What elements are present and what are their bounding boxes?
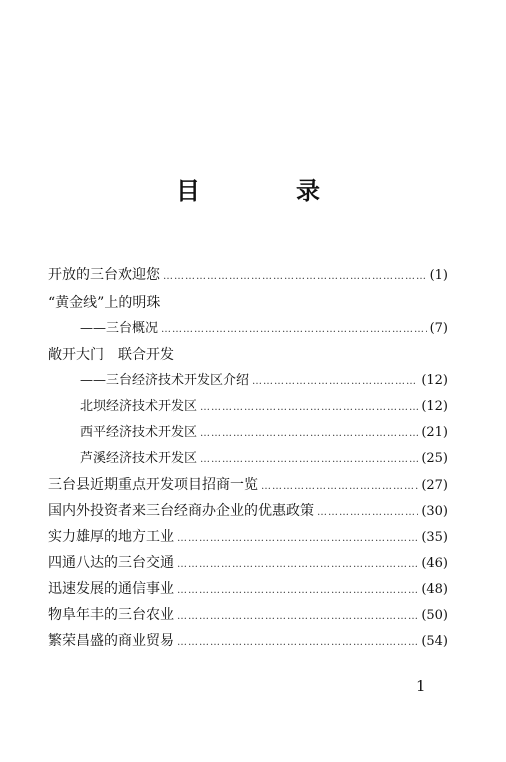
dot-leader bbox=[200, 397, 418, 419]
toc-entry-label: 北坝经济技术开发区 bbox=[80, 399, 198, 414]
dot-leader bbox=[177, 528, 418, 550]
toc-entry-label: 芦溪经济技术开发区 bbox=[80, 451, 198, 466]
title-char-1: 目 bbox=[176, 177, 200, 205]
toc-entry-label: 敞开大门 联合开发 bbox=[48, 347, 174, 363]
page-number: 1 bbox=[416, 677, 426, 695]
toc-entry-page: (12) bbox=[421, 399, 448, 414]
toc-entry[interactable] bbox=[80, 448, 448, 470]
toc-entry[interactable] bbox=[48, 264, 448, 286]
toc-entry-label: 三台县近期重点开发项目招商一览 bbox=[48, 477, 258, 493]
dot-leader bbox=[177, 554, 418, 576]
dot-leader bbox=[177, 606, 418, 628]
dot-leader bbox=[252, 371, 418, 393]
title-char-2: 录 bbox=[296, 177, 320, 205]
toc-entry-page: (54) bbox=[421, 634, 448, 649]
toc-entry[interactable] bbox=[48, 526, 448, 548]
toc-entry[interactable] bbox=[80, 318, 448, 340]
toc-entry-label: 国内外投资者来三台经商办企业的优惠政策 bbox=[48, 503, 314, 519]
toc-entry[interactable] bbox=[48, 500, 448, 522]
toc-entry[interactable] bbox=[48, 552, 448, 574]
toc-entry-label: “黄金线”上的明珠 bbox=[48, 295, 161, 311]
toc-entry-page: (48) bbox=[421, 582, 448, 597]
toc-entry-page: (7) bbox=[429, 321, 448, 336]
dot-leader bbox=[200, 423, 418, 445]
toc-entry-label: 繁荣昌盛的商业贸易 bbox=[48, 633, 174, 649]
dot-leader bbox=[177, 580, 418, 602]
toc-entry-page: (12) bbox=[421, 373, 448, 388]
toc-entry-page: (25) bbox=[421, 451, 448, 466]
dot-leader bbox=[177, 632, 418, 654]
dot-leader bbox=[200, 449, 418, 471]
toc-entry-label: 迅速发展的通信事业 bbox=[48, 581, 174, 597]
toc-entry bbox=[48, 292, 160, 314]
toc-entry[interactable] bbox=[80, 396, 448, 418]
toc-entry-page: (21) bbox=[421, 425, 448, 440]
toc-entry[interactable] bbox=[48, 578, 448, 600]
dot-leader bbox=[163, 266, 427, 288]
toc-entry-page: (30) bbox=[421, 504, 448, 519]
toc-entry-page: (46) bbox=[421, 556, 448, 571]
dot-leader bbox=[317, 502, 418, 524]
toc-entry[interactable] bbox=[48, 604, 448, 626]
toc-entry[interactable] bbox=[48, 630, 448, 652]
toc-entry-label: 西平经济技术开发区 bbox=[80, 425, 198, 440]
toc-entry[interactable] bbox=[80, 422, 448, 444]
toc-entry[interactable] bbox=[80, 370, 448, 392]
dot-leader bbox=[161, 319, 427, 341]
toc-entry-label: 开放的三台欢迎您 bbox=[48, 267, 160, 283]
toc-entry-label: ——三台经济技术开发区介绍 bbox=[80, 373, 250, 388]
toc-entry-page: (50) bbox=[421, 608, 448, 623]
toc-entry-label: ——三台概况 bbox=[80, 321, 159, 336]
toc-entry[interactable] bbox=[48, 474, 448, 496]
toc-title bbox=[0, 176, 506, 206]
toc-entry-label: 实力雄厚的地方工业 bbox=[48, 529, 174, 545]
toc-entry-label: 四通八达的三台交通 bbox=[48, 555, 174, 571]
toc-entry-label: 物阜年丰的三台农业 bbox=[48, 607, 174, 623]
dot-leader bbox=[261, 476, 418, 498]
toc-entry-page: (27) bbox=[421, 478, 448, 493]
toc-entry-page: (35) bbox=[421, 530, 448, 545]
toc-entry bbox=[48, 344, 174, 366]
toc-entry-page: (1) bbox=[429, 268, 448, 283]
